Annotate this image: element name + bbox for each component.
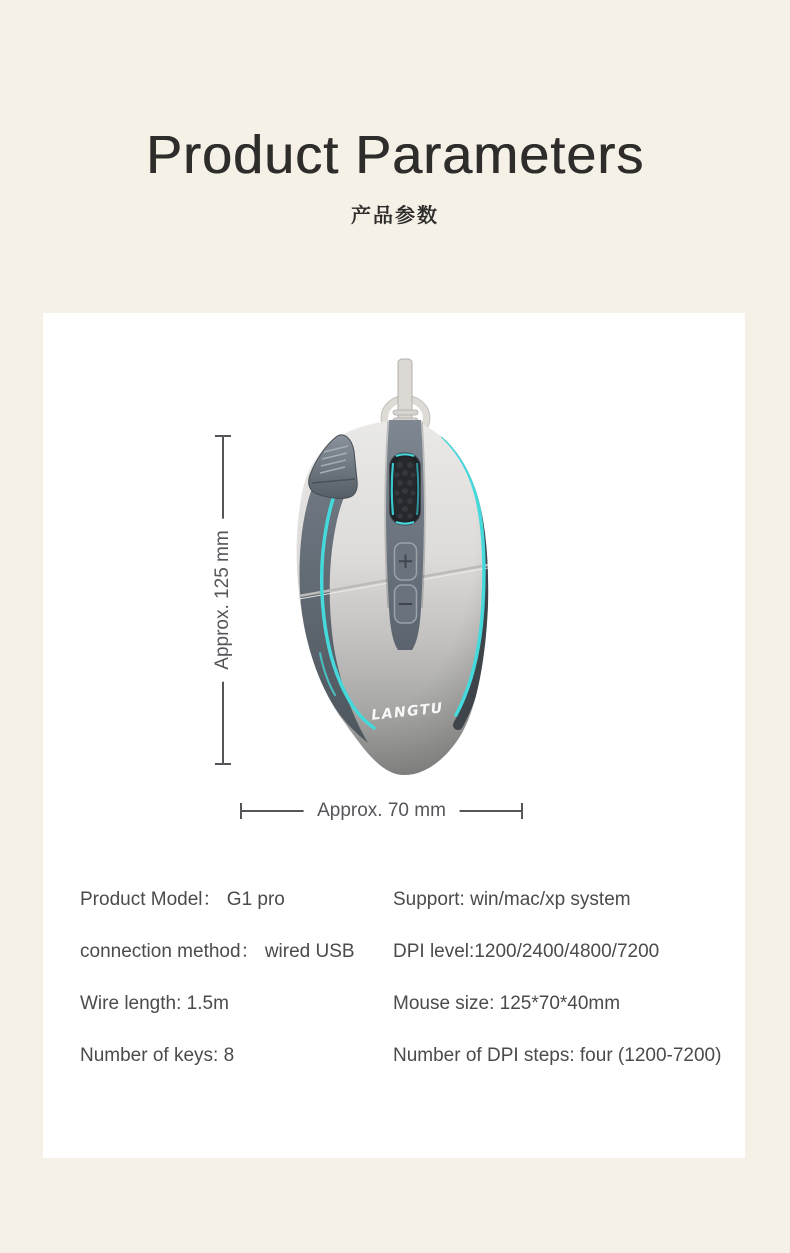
product-card xyxy=(43,313,745,1158)
width-dimension-annotation xyxy=(240,799,523,823)
spec-support: Support: win/mac/xp system xyxy=(393,889,631,910)
scroll-wheel xyxy=(390,453,421,525)
brand-logo-text: LANGTU xyxy=(370,700,445,724)
page-subtitle-chinese: 产品参数 xyxy=(351,205,439,227)
page-title: Product Parameters xyxy=(145,125,645,185)
dimension-cap xyxy=(521,803,523,819)
spec-number-of-keys: Number of keys: 8 xyxy=(80,1045,235,1066)
dpi-plus-button xyxy=(395,543,417,580)
spec-list xyxy=(80,889,745,1097)
spec-wire-length: Wire length: 1.5m xyxy=(80,993,229,1014)
height-dimension-annotation xyxy=(212,435,233,765)
side-buttons xyxy=(309,435,358,498)
wheel-led-left xyxy=(392,463,393,515)
spec-dpi-steps: Number of DPI steps: four (1200-7200) xyxy=(393,1045,722,1066)
mouse-product-image xyxy=(290,353,500,778)
width-dimension-label: Approx. 70 mm xyxy=(303,800,460,822)
dpi-minus-button xyxy=(395,585,417,623)
height-dimension-label: Approx. 125 mm xyxy=(210,518,236,681)
spec-mouse-size: Mouse size: 125*70*40mm xyxy=(393,993,621,1014)
spec-product-model: Product Model： G1 pro xyxy=(80,889,285,910)
spec-connection-method: connection method： wired USB xyxy=(80,941,355,962)
spec-dpi-level: DPI level:1200/2400/4800/7200 xyxy=(393,941,660,962)
dimension-cap xyxy=(215,763,231,765)
